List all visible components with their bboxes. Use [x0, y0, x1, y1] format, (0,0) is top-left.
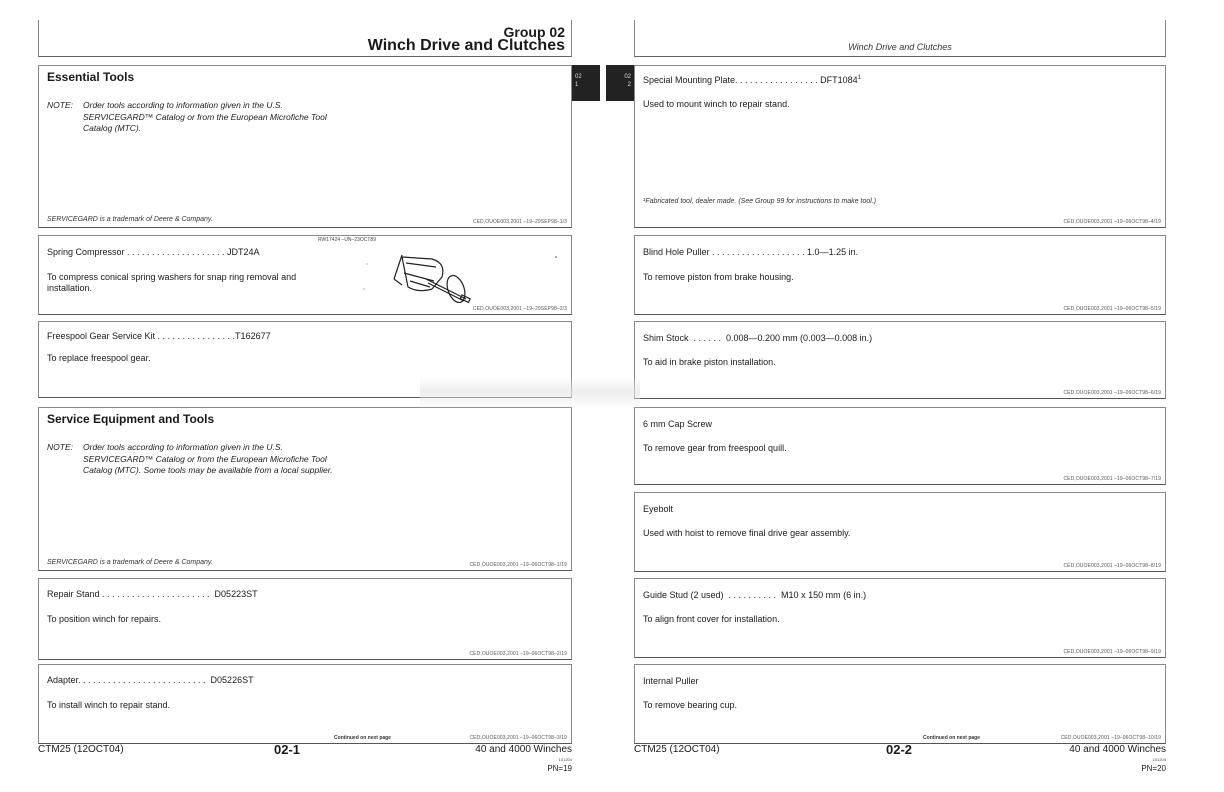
- continued-notice: Continued on next page: [923, 735, 980, 741]
- document-id: CTM25 (12OCT04): [38, 744, 124, 755]
- tool-name: Shim Stock . . . . . . 0.008—0.200 mm (0.003—0.008 in.): [643, 333, 873, 343]
- tool-description: To install winch to repair stand.: [47, 700, 171, 710]
- service-equipment-section: [38, 407, 572, 571]
- reference-code: CED,OUOE003,2001 –19–06OCT98–1/19: [469, 562, 567, 568]
- note: [47, 442, 333, 477]
- reference-code: CED,OUOE003,2001 –19–06OCT98–8/19: [1063, 563, 1161, 569]
- page-number: 02-1: [274, 742, 301, 757]
- reference-code: CED,OUOE003,2001 –19–06OCT98–10/19: [1060, 735, 1161, 741]
- reference-code: CED,OUOE003,2001 –19–06OCT98–4/19: [1063, 219, 1161, 225]
- tool-description: Used to mount winch to repair stand.: [643, 99, 790, 109]
- pn-number: PN=19: [547, 764, 572, 773]
- page-header: [634, 20, 1166, 57]
- tool-name: Eyebolt: [643, 504, 674, 514]
- note-label: NOTE:: [47, 442, 73, 452]
- footnote: ¹Fabricated tool, dealer made. (See Group 99 for instructions to make tool.): [643, 198, 877, 205]
- tool-name: Repair Stand . . . . . . . . . . . . . . . . . . . . . . D05223ST: [47, 589, 258, 599]
- tool-entry-special-mounting-plate: [634, 65, 1166, 228]
- page-number: 02-2: [886, 742, 913, 757]
- revision-code: 101204: [558, 757, 572, 762]
- reference-code: CED,OUOE003,2001 –19–29SEP98–2/3: [472, 306, 567, 312]
- section-title: Service Equipment and Tools: [47, 412, 215, 426]
- tab-group: 02: [575, 74, 582, 80]
- tool-entry-guide-stud: [634, 578, 1166, 658]
- tool-name: Freespool Gear Service Kit . . . . . . . . . . . . . . . .T162677: [47, 331, 271, 341]
- running-title: Winch Drive and Clutches: [848, 42, 952, 52]
- essential-tools-section: [38, 65, 572, 228]
- reference-code: CED,OUOE003,2001 –19–06OCT98–9/19: [1063, 649, 1161, 655]
- tool-name: [643, 75, 861, 85]
- reference-code: CED,OUOE003,2001 –19–06OCT98–6/19: [1063, 390, 1161, 396]
- tool-entry-repair-stand: [38, 578, 572, 660]
- tool-entry-freespool-kit: [38, 321, 572, 398]
- tool-entry-cap-screw: [634, 407, 1166, 485]
- note-label: NOTE:: [47, 100, 73, 110]
- page-header: [38, 20, 572, 57]
- trademark-notice: SERVICEGARD is a trademark of Deere & Company.: [47, 216, 213, 223]
- group-label: Group 02: [503, 24, 565, 40]
- footnote-marker: 1: [857, 75, 861, 81]
- tool-name: Internal Puller: [643, 676, 699, 686]
- tool-description: To align front cover for installation.: [643, 614, 780, 624]
- chapter-title: Winch Drive and Clutches: [367, 37, 565, 54]
- tool-name: Guide Stud (2 used) . . . . . . . . . . M10 x 150 mm (6 in.): [643, 590, 867, 600]
- tool-entry-blind-hole-puller: [634, 235, 1166, 315]
- right-page: [634, 0, 1166, 792]
- tool-description: To remove gear from freespool quill.: [643, 443, 787, 453]
- page-footer: [634, 744, 1166, 784]
- note: [47, 100, 333, 135]
- product-name: 40 and 4000 Winches: [475, 744, 572, 755]
- tool-entry-spring-compressor: [38, 235, 572, 315]
- tool-entry-eyebolt: [634, 492, 1166, 572]
- continued-notice: Continued on next page: [334, 735, 391, 741]
- document-id: CTM25 (12OCT04): [634, 744, 720, 755]
- section-tab-right: [606, 65, 634, 101]
- revision-code: 101204: [1152, 757, 1166, 762]
- tab-page: 1: [575, 82, 579, 88]
- spring-compressor-icon: [314, 237, 564, 307]
- section-tab-left: [572, 65, 600, 101]
- tool-description: To remove piston from brake housing.: [643, 272, 794, 282]
- note-text: Order tools according to information given in the U.S. SERVICEGARD™ Catalog or from the European Microfiche Tool Catalog (MTC).: [83, 100, 327, 133]
- tab-page: 2: [627, 82, 631, 88]
- trademark-notice: SERVICEGARD is a trademark of Deere & Company.: [47, 559, 213, 566]
- tab-group: 02: [624, 74, 631, 80]
- tool-illustration: [314, 237, 564, 307]
- note-text: Order tools according to information given in the U.S. SERVICEGARD™ Catalog or from the European Microfiche Tool Catalog (MTC). Some tools may be available from a local supplier.: [83, 442, 333, 475]
- tool-description: To replace freespool gear.: [47, 353, 151, 363]
- tool-entry-adapter: [38, 664, 572, 744]
- tool-name: Spring Compressor . . . . . . . . . . . . . . . . . . . . JDT24A: [47, 247, 260, 257]
- tool-name: Blind Hole Puller . . . . . . . . . . . . . . . . . . . 1.0—1.25 in.: [643, 247, 859, 257]
- left-page: [38, 0, 572, 792]
- tool-description: To position winch for repairs.: [47, 614, 162, 624]
- tool-description: To compress conical spring washers for snap ring removal and installation.: [47, 272, 297, 293]
- reference-code: CED,OUOE003,2001 –19–06OCT98–7/19: [1063, 476, 1161, 482]
- reference-code: CED,OUOE003,2001 –19–06OCT98–3/19: [469, 735, 567, 741]
- page-footer: [38, 744, 572, 784]
- reference-code: CED,OUOE003,2001 –19–29SEP98–1/3: [472, 219, 567, 225]
- tool-name-text: Special Mounting Plate. . . . . . . . . . . . . . . . . DFT1084: [643, 75, 858, 85]
- tool-name: 6 mm Cap Screw: [643, 419, 713, 429]
- tool-entry-internal-puller: [634, 664, 1166, 744]
- reference-code: CED,OUOE003,2001 –19–06OCT98–2/19: [469, 651, 567, 657]
- image-label: RW17424 –UN–23OCT89: [318, 237, 376, 243]
- product-name: 40 and 4000 Winches: [1069, 744, 1166, 755]
- tool-description: To remove bearing cup.: [643, 700, 738, 710]
- tool-entry-shim-stock: [634, 321, 1166, 399]
- pn-number: PN=20: [1141, 764, 1166, 773]
- tool-description: Used with hoist to remove final drive gear assembly.: [643, 528, 851, 538]
- tool-description: To aid in brake piston installation.: [643, 357, 776, 367]
- reference-code: CED,OUOE003,2001 –19–06OCT98–5/19: [1063, 306, 1161, 312]
- tool-name: Adapter. . . . . . . . . . . . . . . . . . . . . . . . . . D05226ST: [47, 675, 254, 685]
- section-title: Essential Tools: [47, 70, 135, 84]
